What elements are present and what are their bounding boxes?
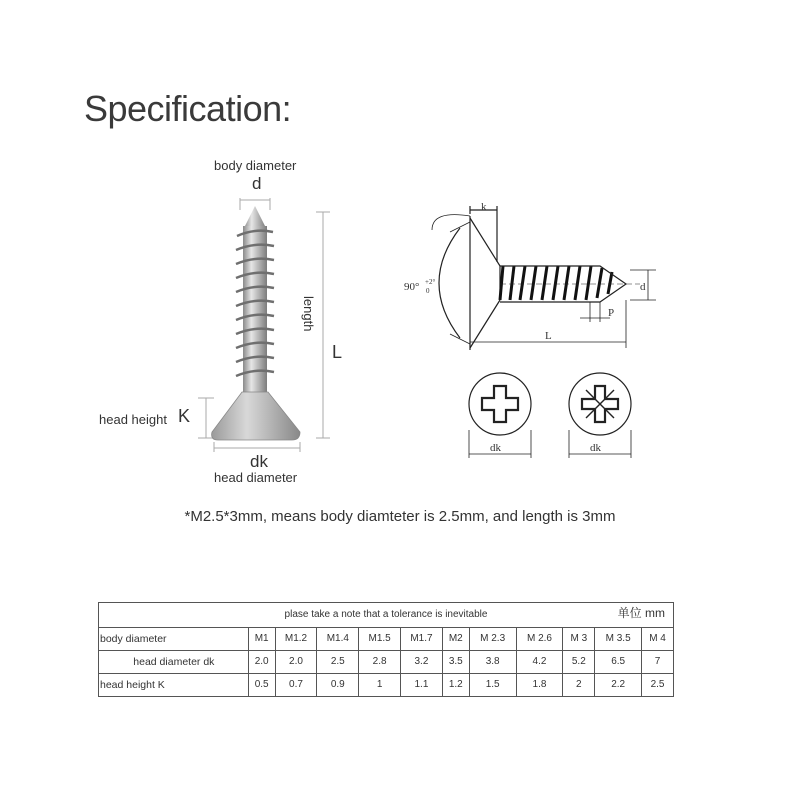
table-cell: 0.9 xyxy=(317,674,359,697)
dk-pozi-label: dk xyxy=(590,442,601,454)
table-cell: M1 xyxy=(248,628,275,651)
angle-tol-upper: +2° xyxy=(425,278,436,286)
head-diameter-label: head diameter xyxy=(214,470,298,485)
technical-drawing-side xyxy=(432,206,500,350)
table-cell: 2.5 xyxy=(317,651,359,674)
row-header: body diameter xyxy=(99,628,249,651)
size-note: *M2.5*3mm, means body diamteter is 2.5mm, and length is 3mm xyxy=(184,508,616,525)
d-dim-label: d xyxy=(640,281,646,293)
table-caption: plase take a note that a tolerance is inevitable xyxy=(284,609,488,620)
table-row xyxy=(99,674,674,697)
body-diameter-label: body diameter xyxy=(214,158,297,173)
dk-symbol-label: dk xyxy=(250,452,268,471)
table-cell: M1.5 xyxy=(359,628,401,651)
table-cell: 1.2 xyxy=(442,674,469,697)
table-cell: 5.2 xyxy=(563,651,595,674)
table-cell: 3.5 xyxy=(442,651,469,674)
table-row xyxy=(99,651,674,674)
table-cell: 1 xyxy=(359,674,401,697)
table-cell: 3.2 xyxy=(401,651,443,674)
table-cell: 2.0 xyxy=(248,651,275,674)
table-cell: M1.2 xyxy=(275,628,317,651)
angle-tol-lower: 0 xyxy=(426,287,430,295)
table-cell: 0.5 xyxy=(248,674,275,697)
table-cell: 3.8 xyxy=(469,651,516,674)
row-header: head diameter dk xyxy=(99,651,249,674)
table-cell: 0.7 xyxy=(275,674,317,697)
table-cell: 6.5 xyxy=(595,651,642,674)
L-symbol-label: L xyxy=(332,342,343,362)
table-cell: M2 xyxy=(442,628,469,651)
table-cell: 1.5 xyxy=(469,674,516,697)
table-cell: M 2.6 xyxy=(516,628,563,651)
table-caption-cell xyxy=(99,603,674,628)
table-cell: 2.8 xyxy=(359,651,401,674)
table-cell: 2.5 xyxy=(642,674,674,697)
table-cell: 1.1 xyxy=(401,674,443,697)
spec-table xyxy=(98,602,674,697)
dk-phillips-label: dk xyxy=(490,442,501,454)
angle-label: 90° xyxy=(404,281,420,293)
unit-label: 单位 mm xyxy=(617,606,665,620)
L-dim-label: L xyxy=(545,330,552,342)
table-cell: M1.7 xyxy=(401,628,443,651)
page-title: Specification: xyxy=(84,88,292,129)
K-symbol-label: K xyxy=(178,406,191,426)
length-label: length xyxy=(301,296,316,332)
row-header: head height K xyxy=(99,674,249,697)
screw-photo xyxy=(212,206,300,440)
table-cell: M 3.5 xyxy=(595,628,642,651)
technical-drawing-threads xyxy=(500,266,612,300)
table-cell: 1.8 xyxy=(516,674,563,697)
table-cell: M1.4 xyxy=(317,628,359,651)
table-cell: M 3 xyxy=(563,628,595,651)
table-cell: 7 xyxy=(642,651,674,674)
table-cell: M 2.3 xyxy=(469,628,516,651)
k-dim-label: k xyxy=(481,201,487,213)
table-cell: 4.2 xyxy=(516,651,563,674)
table-cell: M 4 xyxy=(642,628,674,651)
table-cell: 2 xyxy=(563,674,595,697)
table-cell: 2.2 xyxy=(595,674,642,697)
table-row xyxy=(99,628,674,651)
table-cell: 2.0 xyxy=(275,651,317,674)
head-height-label: head height xyxy=(99,412,167,427)
d-symbol-label: d xyxy=(252,174,262,193)
P-dim-label: P xyxy=(608,307,615,319)
